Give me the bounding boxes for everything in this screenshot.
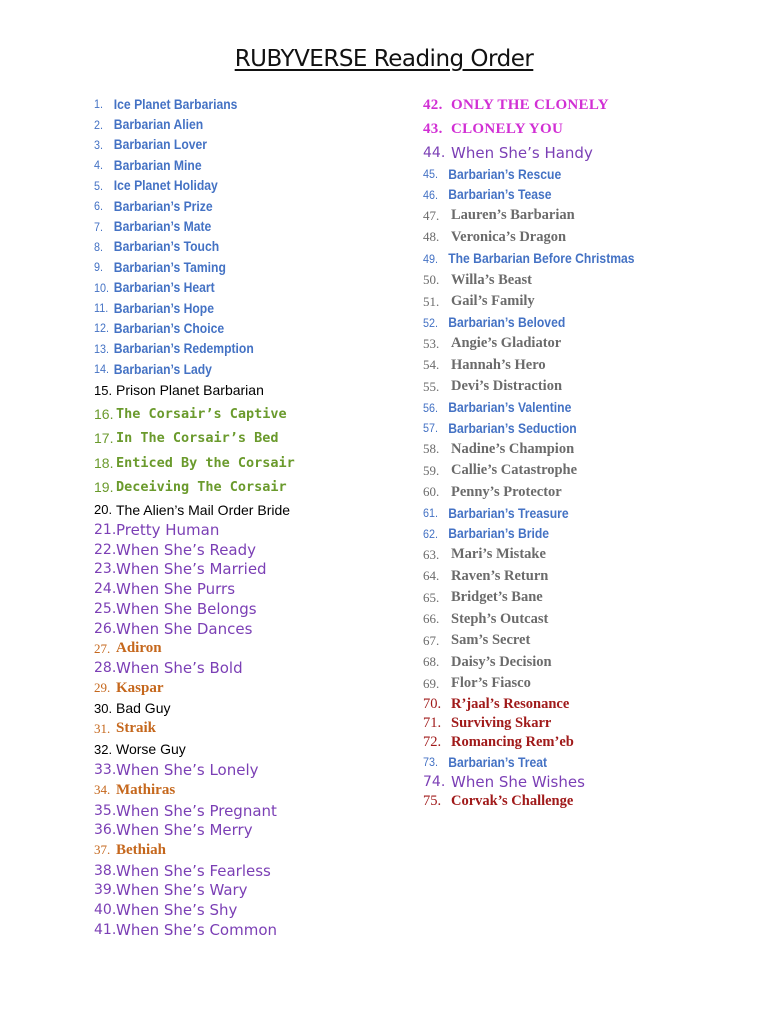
item-number: 32. xyxy=(94,741,113,757)
item-number: 69. xyxy=(423,675,440,691)
book-title: Daisy’s Decision xyxy=(451,653,552,670)
reading-list-item xyxy=(423,587,753,609)
reading-list-item xyxy=(423,714,753,733)
reading-list-item xyxy=(423,418,720,439)
item-number: 31. xyxy=(94,720,111,736)
book-title: When She’s Merry xyxy=(116,821,253,840)
item-number: 60. xyxy=(423,484,440,500)
item-number: 26. xyxy=(94,620,117,637)
book-title: ONLY THE CLONELY xyxy=(451,97,609,114)
item-number: 53. xyxy=(423,335,440,351)
reading-list-item xyxy=(94,450,394,475)
reading-list-item xyxy=(94,599,394,619)
book-title: Raven’s Return xyxy=(451,567,549,584)
item-number: 37. xyxy=(94,842,111,858)
reading-list-item xyxy=(94,659,394,679)
item-number: 75. xyxy=(423,793,442,810)
item-number: 50. xyxy=(423,272,440,288)
book-title: Barbarian Alien xyxy=(113,117,204,133)
reading-list-item xyxy=(423,398,720,419)
book-title: Nadine’s Champion xyxy=(451,440,575,457)
reading-list-right xyxy=(423,94,753,812)
item-number: 41. xyxy=(94,922,117,939)
reading-list-item xyxy=(94,339,364,359)
item-number: 11. xyxy=(94,301,109,316)
item-number: 67. xyxy=(423,632,440,648)
book-title: Barbarian’s Lady xyxy=(113,361,212,377)
reading-list-item xyxy=(423,333,753,355)
page-title: RUBYVERSE Reading Order xyxy=(234,46,534,72)
reading-list-item xyxy=(423,227,753,249)
item-number: 43. xyxy=(423,120,443,137)
reading-list-item xyxy=(94,196,364,216)
reading-list-item xyxy=(423,566,753,588)
book-title: CLONELY YOU xyxy=(451,120,564,137)
book-title: When She Dances xyxy=(116,619,253,638)
reading-list-item xyxy=(423,792,753,812)
reading-list-item xyxy=(423,503,720,524)
book-title: Barbarian’s Beloved xyxy=(448,315,566,331)
book-title: Sam’s Secret xyxy=(451,632,531,649)
book-title: When She Purrs xyxy=(116,580,236,599)
reading-list-item xyxy=(94,257,364,277)
book-title: When She’s Bold xyxy=(116,659,243,678)
book-title: Surviving Skarr xyxy=(451,714,552,731)
reading-list-item xyxy=(423,652,753,674)
book-title: Gail’s Family xyxy=(451,293,535,310)
book-title: Ice Planet Barbarians xyxy=(113,96,238,112)
reading-list-item xyxy=(94,520,394,540)
item-number: 7. xyxy=(94,219,104,234)
book-title: Bridget’s Bane xyxy=(451,589,543,606)
reading-list-item xyxy=(94,920,394,940)
item-number: 49. xyxy=(423,251,439,266)
book-title: Pretty Human xyxy=(116,520,220,539)
book-title: Willa’s Beast xyxy=(451,271,532,288)
item-number: 71. xyxy=(423,714,442,731)
book-title: When She’s Wary xyxy=(116,881,248,900)
reading-list-item xyxy=(423,355,753,377)
reading-list-item xyxy=(94,216,364,236)
book-title: R’jaal’s Resonance xyxy=(451,695,570,712)
reading-list-item xyxy=(94,135,364,155)
item-number: 47. xyxy=(423,207,440,223)
reading-list-item xyxy=(94,739,394,760)
item-number: 5. xyxy=(94,178,104,193)
item-number: 73. xyxy=(423,755,439,770)
reading-list-item xyxy=(423,118,753,142)
book-title: Romancing Rem’eb xyxy=(451,734,574,751)
item-number: 54. xyxy=(423,357,440,373)
item-number: 15. xyxy=(94,382,113,398)
reading-list-item xyxy=(423,94,753,118)
reading-list-item xyxy=(94,861,394,881)
item-number: 64. xyxy=(423,568,440,584)
book-title: When She’s Ready xyxy=(116,540,257,559)
reading-list-item xyxy=(423,439,753,461)
item-number: 55. xyxy=(423,378,440,394)
item-number: 65. xyxy=(423,589,440,605)
reading-list-item xyxy=(94,881,394,901)
item-number: 18. xyxy=(94,454,114,471)
reading-list-item xyxy=(94,678,394,698)
item-number: 44. xyxy=(423,144,446,161)
book-title: The Barbarian Before Christmas xyxy=(448,251,635,267)
item-number: 10. xyxy=(94,280,110,295)
reading-list-item xyxy=(423,460,753,482)
reading-list-item xyxy=(94,237,364,257)
book-title: When She Wishes xyxy=(451,772,585,791)
book-title: Barbarian’s Taming xyxy=(113,259,226,275)
reading-list-item xyxy=(94,94,364,114)
item-number: 23. xyxy=(94,561,117,578)
book-title: Lauren’s Barbarian xyxy=(451,207,575,224)
book-title: When She’s Handy xyxy=(451,143,593,162)
reading-list-item xyxy=(423,630,753,652)
item-number: 20. xyxy=(94,502,113,518)
book-title: Bad Guy xyxy=(116,700,171,717)
item-number: 51. xyxy=(423,293,440,309)
reading-list-item xyxy=(423,524,720,545)
item-number: 29. xyxy=(94,680,111,696)
book-title: Mari’s Mistake xyxy=(451,546,546,563)
reading-list-item xyxy=(94,719,394,740)
item-number: 39. xyxy=(94,882,117,899)
book-title: Enticed By the Corsair xyxy=(116,454,295,471)
reading-list-item xyxy=(94,499,394,520)
book-title: Penny’s Protector xyxy=(451,483,562,500)
reading-list-item xyxy=(94,840,394,861)
book-title: Barbarian Lover xyxy=(113,137,207,153)
reading-list-item xyxy=(94,579,394,599)
item-number: 25. xyxy=(94,601,117,618)
item-number: 68. xyxy=(423,654,440,670)
item-number: 30. xyxy=(94,700,113,716)
book-title: Barbarian’s Redemption xyxy=(113,341,254,357)
item-number: 14. xyxy=(94,362,110,377)
reading-list-item xyxy=(423,673,753,695)
item-number: 66. xyxy=(423,611,440,627)
item-number: 2. xyxy=(94,117,104,132)
reading-list-item xyxy=(94,155,364,175)
book-title: Flor’s Fiasco xyxy=(451,675,531,692)
book-title: Prison Planet Barbarian xyxy=(116,382,264,399)
book-title: Adiron xyxy=(116,640,162,657)
book-title: The Corsair’s Captive xyxy=(116,405,287,422)
item-number: 22. xyxy=(94,541,117,558)
item-number: 12. xyxy=(94,321,110,336)
book-title: The Alien’s Mail Order Bride xyxy=(116,501,291,518)
reading-list-item xyxy=(423,164,720,185)
reading-list-item xyxy=(423,270,753,292)
book-title: When She’s Common xyxy=(116,921,278,940)
item-number: 9. xyxy=(94,260,104,275)
reading-list-item xyxy=(94,379,394,401)
reading-list-item xyxy=(423,185,720,206)
item-number: 59. xyxy=(423,462,440,478)
reading-list-item xyxy=(94,698,394,719)
book-title: Deceiving The Corsair xyxy=(116,479,287,496)
item-number: 74. xyxy=(423,773,446,790)
book-title: When She Belongs xyxy=(116,600,257,619)
reading-list-item xyxy=(94,820,394,840)
reading-list-item xyxy=(423,772,753,792)
reading-list-item xyxy=(94,560,394,580)
book-title: Barbarian’s Bride xyxy=(448,526,550,542)
book-title: Barbarian’s Choice xyxy=(113,320,225,336)
reading-list-item xyxy=(94,318,364,338)
book-title: Corvak’s Challenge xyxy=(451,793,574,810)
reading-list-item xyxy=(423,544,753,566)
item-number: 21. xyxy=(94,521,117,538)
reading-list-item xyxy=(423,733,753,752)
book-title: Kaspar xyxy=(116,679,164,696)
item-number: 61. xyxy=(423,506,439,521)
item-number: 1. xyxy=(94,97,104,112)
book-title: Barbarian’s Valentine xyxy=(448,400,572,416)
book-title: Mathiras xyxy=(116,781,176,798)
reading-list-item xyxy=(94,176,364,196)
book-title: Veronica’s Dragon xyxy=(451,228,567,245)
reading-list-item xyxy=(94,540,394,560)
reading-list-item xyxy=(94,278,364,298)
item-number: 6. xyxy=(94,199,104,214)
reading-list-item xyxy=(423,205,753,227)
book-title: Barbarian’s Tease xyxy=(448,187,552,203)
item-number: 62. xyxy=(423,526,439,541)
book-title: Worse Guy xyxy=(116,741,186,758)
item-number: 48. xyxy=(423,229,440,245)
reading-list-item xyxy=(423,291,753,313)
item-number: 8. xyxy=(94,239,104,254)
reading-list-item xyxy=(94,900,394,920)
item-number: 3. xyxy=(94,137,104,152)
item-number: 19. xyxy=(94,479,114,496)
reading-list-item xyxy=(423,141,753,164)
reading-list-item xyxy=(423,248,720,270)
item-number: 34. xyxy=(94,782,111,798)
reading-list-item xyxy=(423,376,753,398)
item-number: 35. xyxy=(94,802,117,819)
item-number: 16. xyxy=(94,405,114,422)
book-title: Barbarian’s Treasure xyxy=(448,505,569,521)
reading-list-item xyxy=(94,801,394,821)
reading-list-left xyxy=(94,94,394,940)
item-number: 4. xyxy=(94,158,104,173)
reading-list-item xyxy=(423,752,720,771)
item-number: 72. xyxy=(423,734,442,751)
item-number: 70. xyxy=(423,695,442,712)
item-number: 42. xyxy=(423,97,443,114)
reading-list-item xyxy=(94,760,394,781)
item-number: 13. xyxy=(94,341,110,356)
book-title: Steph’s Outcast xyxy=(451,610,549,627)
item-number: 46. xyxy=(423,187,439,202)
book-title: When She’s Shy xyxy=(116,901,238,920)
item-number: 27. xyxy=(94,640,111,656)
reading-list-item xyxy=(423,313,720,334)
item-number: 40. xyxy=(94,902,117,919)
item-number: 63. xyxy=(423,546,440,562)
item-number: 33. xyxy=(94,761,117,778)
book-title: When She’s Pregnant xyxy=(116,801,277,820)
reading-list-item xyxy=(94,401,394,426)
reading-list-item xyxy=(94,475,394,500)
item-number: 52. xyxy=(423,315,439,330)
item-number: 38. xyxy=(94,862,117,879)
reading-list-item xyxy=(94,639,394,659)
book-title: Ice Planet Holiday xyxy=(113,178,218,194)
item-number: 45. xyxy=(423,167,439,182)
book-title: Barbarian’s Prize xyxy=(113,198,213,214)
book-title: Barbarian’s Seduction xyxy=(448,420,577,436)
item-number: 57. xyxy=(423,421,439,436)
item-number: 28. xyxy=(94,660,117,677)
item-number: 36. xyxy=(94,822,117,839)
item-number: 17. xyxy=(94,430,114,447)
book-title: Callie’s Catastrophe xyxy=(451,462,578,479)
book-title: Bethiah xyxy=(116,841,167,858)
book-title: When She’s Fearless xyxy=(116,861,271,880)
book-title: Barbarian Mine xyxy=(113,157,202,173)
book-title: In The Corsair’s Bed xyxy=(116,430,279,447)
item-number: 58. xyxy=(423,441,440,457)
reading-list-item xyxy=(94,359,364,379)
item-number: 56. xyxy=(423,400,439,415)
book-title: Straik xyxy=(116,720,157,737)
reading-list-item xyxy=(423,482,753,504)
reading-list-item xyxy=(94,780,394,801)
reading-list-item xyxy=(94,114,364,134)
book-title: Barbarian’s Heart xyxy=(113,280,215,296)
book-title: Barbarian’s Hope xyxy=(113,300,214,316)
item-number: 24. xyxy=(94,581,117,598)
book-title: When She’s Married xyxy=(116,560,267,579)
book-title: Angie’s Gladiator xyxy=(451,335,562,352)
reading-list-item xyxy=(94,619,394,639)
book-title: Barbarian’s Rescue xyxy=(448,166,562,182)
book-title: When She’s Lonely xyxy=(116,760,259,779)
book-title: Barbarian’s Treat xyxy=(448,754,548,770)
book-title: Barbarian’s Mate xyxy=(113,219,212,235)
reading-list-item xyxy=(94,426,394,451)
book-title: Devi’s Distraction xyxy=(451,378,563,395)
book-title: Hannah’s Hero xyxy=(451,356,546,373)
reading-list-item xyxy=(94,298,364,318)
reading-list-item xyxy=(423,609,753,631)
reading-list-item xyxy=(423,695,753,714)
book-title: Barbarian’s Touch xyxy=(113,239,220,255)
